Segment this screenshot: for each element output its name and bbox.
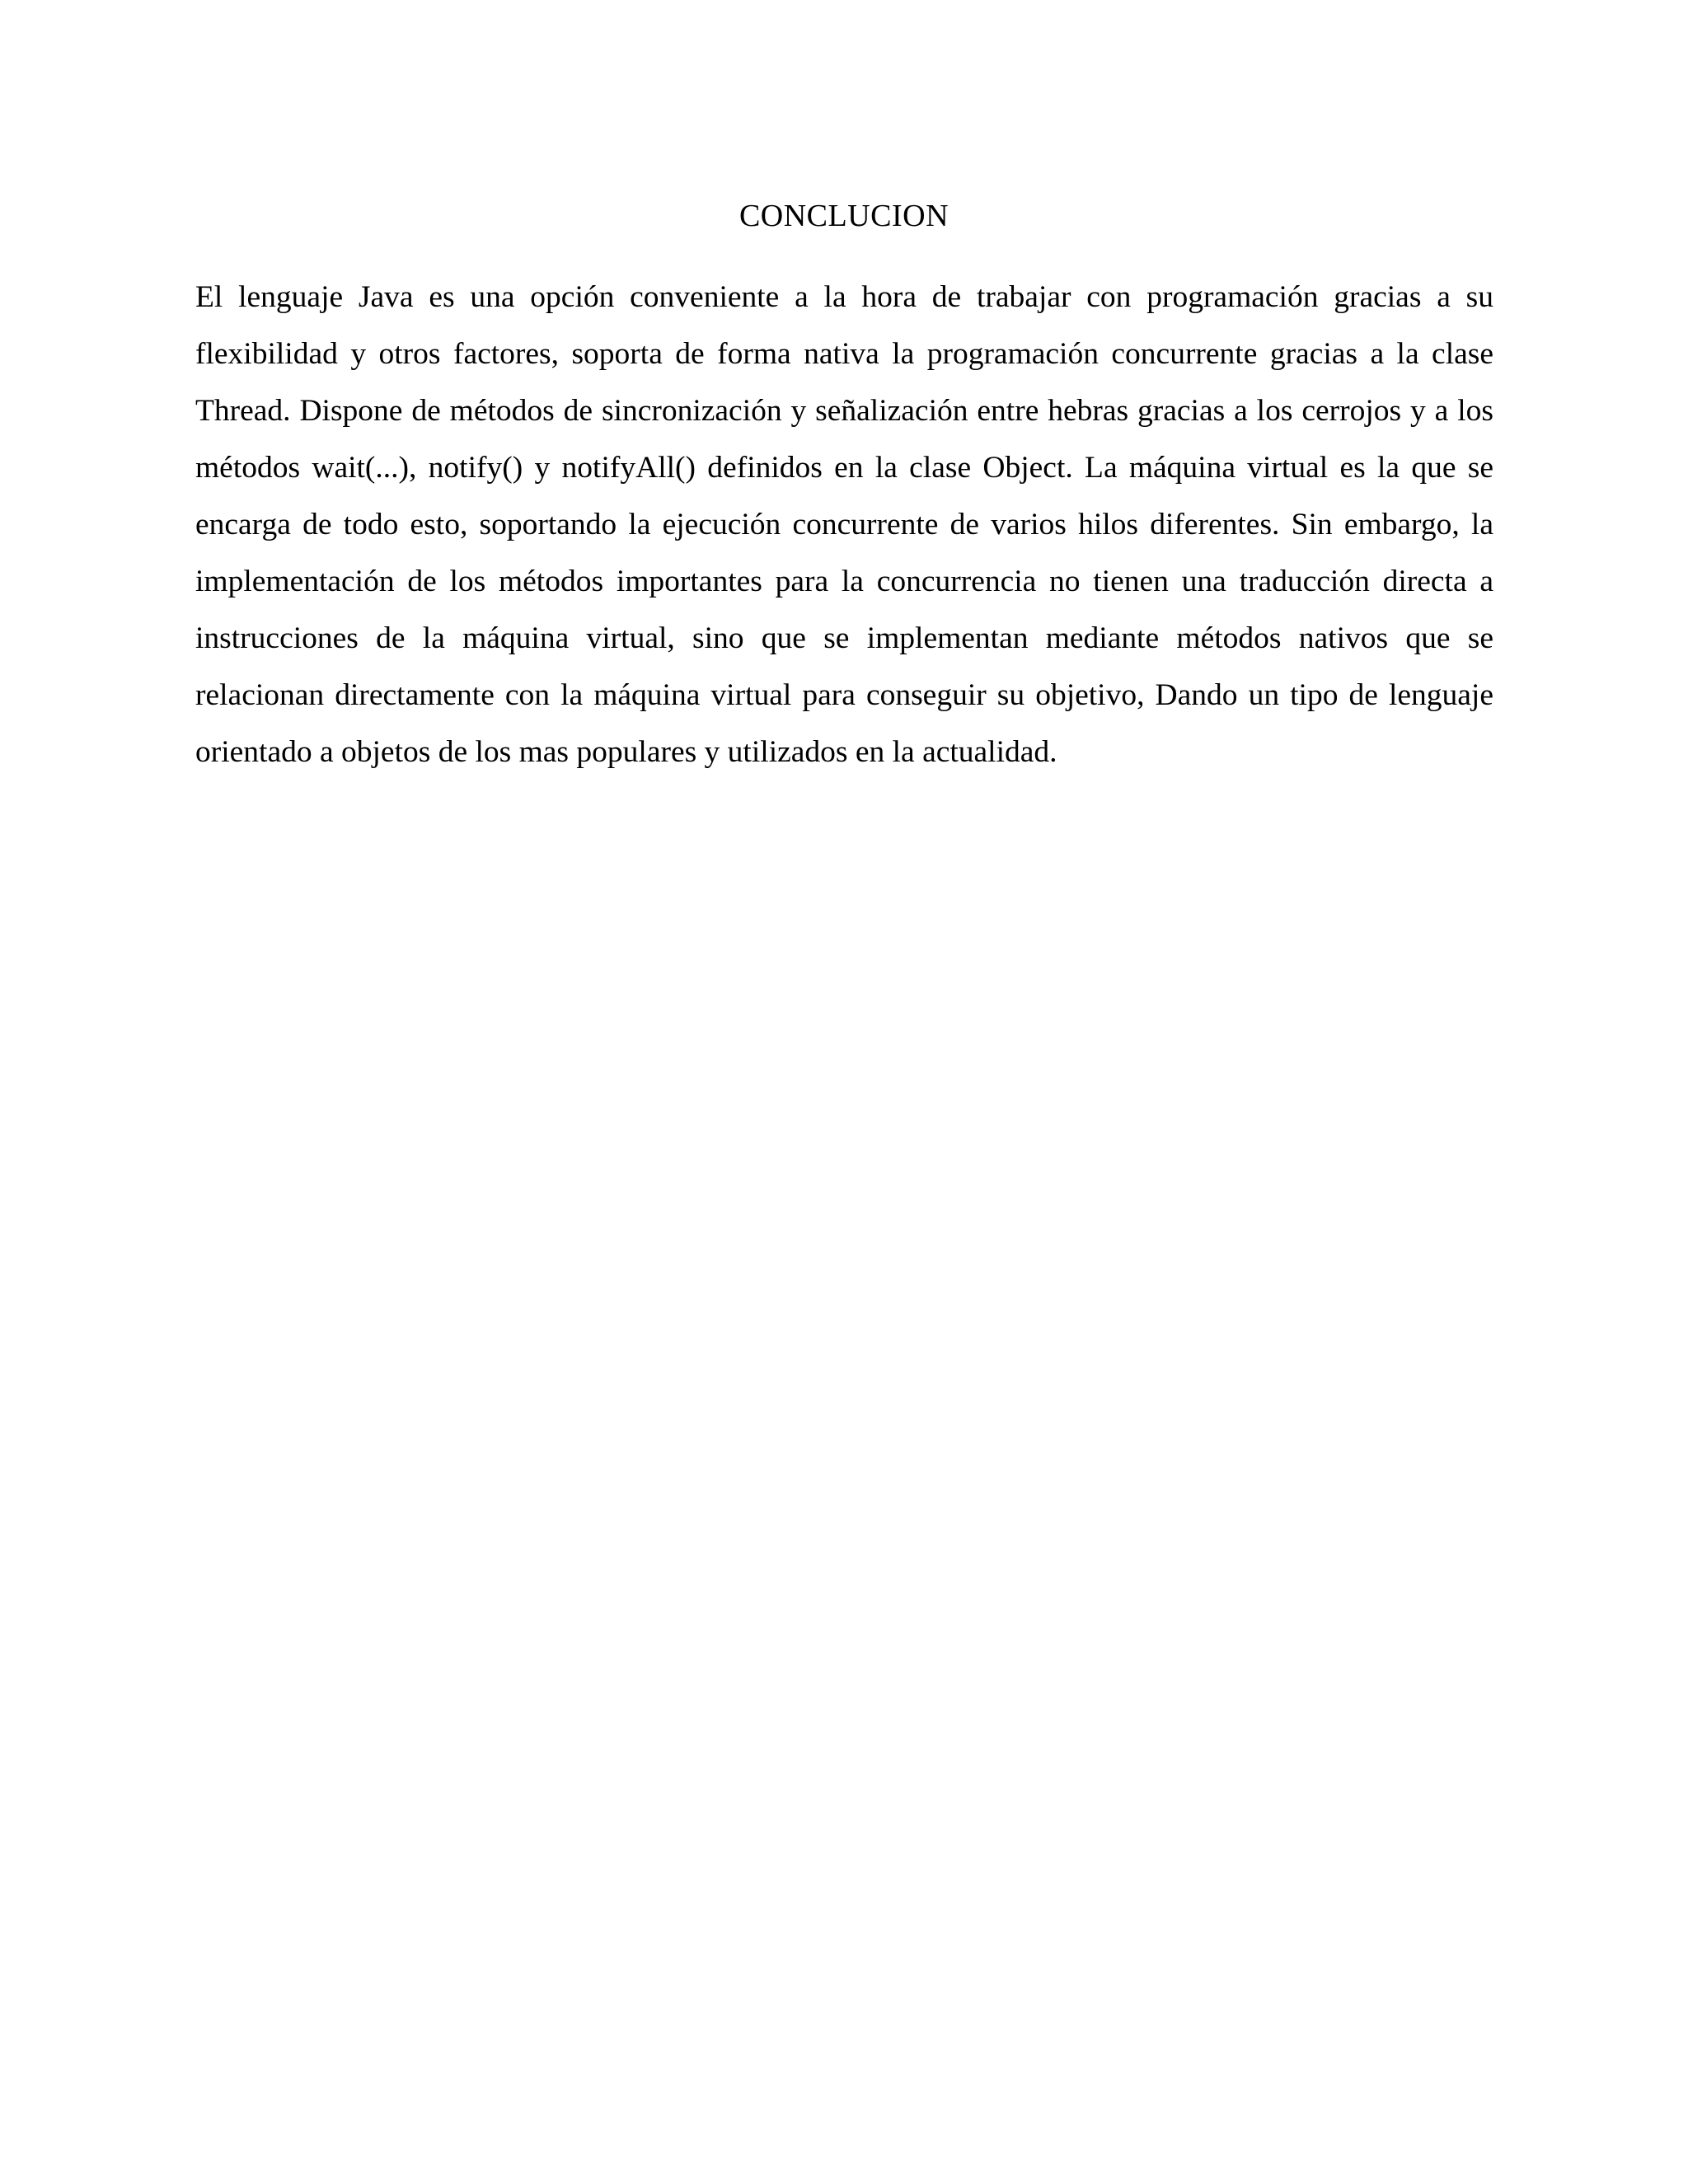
conclusion-paragraph: El lenguaje Java es una opción conveniente a la hora de trabajar con programación gracias a su flexibilidad y otros factores, soporta de forma nativa la programación concurrente gracias a la clase Thread. Dispone de métodos de sincronización y señalización entre hebras gracias a los cerrojos y a los métodos wait(...), notify() y notifyAll() definidos en la clase Object. La máquina virtual es la que se encarga de todo esto, soportando la ejecución concurrente de varios hilos diferentes. Sin embargo, la implementación de los métodos importantes para la concurrencia no tienen una traducción directa a instrucciones de la máquina virtual, sino que se implementan mediante métodos nativos que se relacionan directamente con la máquina virtual para conseguir su objetivo, Dando un tipo de lenguaje orientado a objetos de los mas populares y utilizados en la actualidad. bbox=[195, 280, 1493, 769]
page-title: CONCLUCION bbox=[738, 199, 950, 233]
